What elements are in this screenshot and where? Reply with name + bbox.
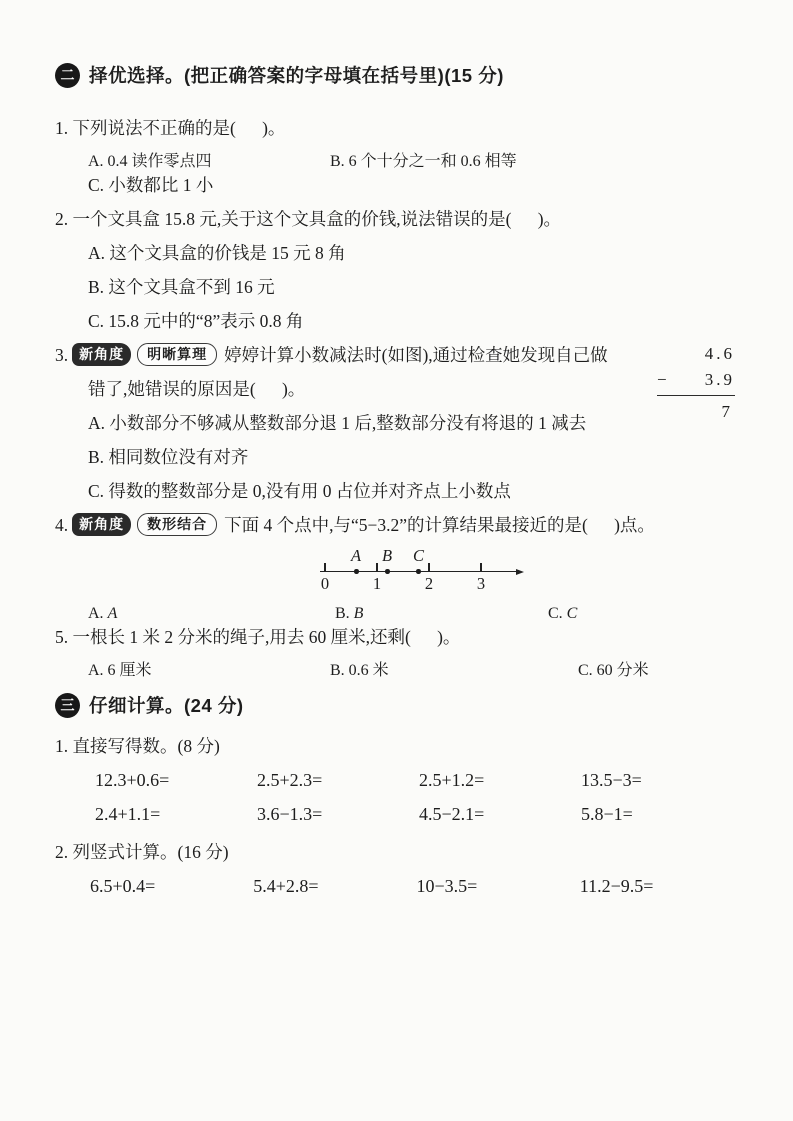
calc-1-title: 1. 直接写得数。(8 分): [55, 736, 220, 756]
question-3-line-1: [55, 341, 675, 369]
question-3-option-b: B. 相同数位没有对齐: [88, 447, 249, 467]
point-b-dot: [385, 569, 390, 574]
question-4-number: 4.: [55, 515, 69, 535]
question-1-option-b: B. 6 个十分之一和 0.6 相等: [330, 153, 517, 170]
question-3: [55, 341, 743, 421]
point-c-dot: [416, 569, 421, 574]
question-1-option-c: C. 小数都比 1 小: [88, 175, 214, 195]
question-3-number: 3.: [55, 345, 69, 365]
point-a-label: A: [351, 546, 362, 565]
number-line-tick-0: [324, 563, 326, 572]
number-line-label-2: 2: [424, 574, 434, 593]
expression: 2.5+2.3=: [257, 770, 323, 790]
number-line-label-3: 3: [476, 574, 486, 593]
badge-number-shape: 数形结合: [137, 513, 217, 536]
expression: 13.5−3=: [581, 770, 642, 790]
question-1-options-row-1: [88, 148, 743, 171]
expression: 10−3.5=: [416, 876, 478, 896]
calc-1-row-1: [95, 766, 743, 794]
vertical-subtraction-subtrahend: 3.9: [704, 370, 735, 389]
question-4-options-row: [88, 605, 743, 623]
question-4-option-a: A. A: [88, 605, 118, 622]
question-1-option-a: A. 0.4 读作零点四: [88, 153, 212, 170]
question-3-option-c: C. 得数的整数部分是 0,没有用 0 占位并对齐点上小数点: [88, 481, 511, 501]
question-2-text: 2. 一个文具盒 15.8 元,关于这个文具盒的价钱,说法错误的是( )。: [55, 209, 562, 229]
section-three-circle-icon: 三: [55, 693, 80, 718]
number-line-label-0: 0: [320, 574, 330, 593]
calc-2-row: [90, 872, 743, 900]
vertical-subtraction-subtrahend-row: [657, 367, 735, 396]
number-line-arrow-icon: [516, 569, 524, 575]
expression: 5.8−1=: [581, 804, 633, 824]
question-5-text: 5. 一根长 1 米 2 分米的绳子,用去 60 厘米,还剩( )。: [55, 627, 461, 647]
question-4-text: 下面 4 个点中,与“5−3.2”的计算结果最接近的是( )点。: [224, 515, 655, 535]
number-line-figure: [320, 545, 532, 597]
expression: 2.4+1.1=: [95, 804, 161, 824]
section-two-circle-icon: 二: [55, 63, 80, 88]
point-c-label: C: [413, 546, 425, 565]
expression: 5.4+2.8=: [253, 876, 319, 896]
number-line-label-1: 1: [372, 574, 382, 593]
question-5-options-row: [88, 657, 743, 680]
question-2-option-b: B. 这个文具盒不到 16 元: [88, 277, 275, 297]
expression: 6.5+0.4=: [90, 876, 156, 896]
number-line-tick-3: [480, 563, 482, 572]
minus-sign: −: [657, 370, 670, 389]
number-line-tick-1: [376, 563, 378, 572]
question-1-text: 1. 下列说法不正确的是( )。: [55, 118, 286, 138]
section-three-header: [55, 692, 743, 718]
question-3-text-part2: 错了,她错误的原因是( )。: [88, 379, 306, 399]
section-three-title: 仔细计算。(24 分): [89, 695, 244, 716]
section-two-header: [55, 62, 743, 88]
vertical-subtraction-figure: [657, 341, 735, 425]
expression: 2.5+1.2=: [419, 770, 485, 790]
calc-1-row-2: [95, 800, 743, 828]
section-two-title: 择优选择。(把正确答案的字母填在括号里)(15 分): [89, 65, 504, 86]
number-line-tick-2: [428, 563, 430, 572]
expression: 11.2−9.5=: [579, 876, 654, 896]
question-5-option-a: A. 6 厘米: [88, 662, 152, 679]
expression: 4.5−2.1=: [419, 804, 485, 824]
point-b-label: B: [382, 546, 393, 565]
expression: 12.3+0.6=: [95, 770, 170, 790]
question-3-text-part1: 婷婷计算小数减法时(如图),通过检查她发现自己做: [224, 345, 608, 365]
badge-clear-reasoning: 明晰算理: [137, 343, 217, 366]
question-4-line: [55, 511, 743, 539]
question-3-option-a: A. 小数部分不够减从整数部分退 1 后,整数部分没有将退的 1 减去: [88, 413, 587, 433]
point-a-dot: [354, 569, 359, 574]
question-2-option-c: C. 15.8 元中的“8”表示 0.8 角: [88, 311, 304, 331]
badge-new-angle-2: 新角度: [72, 513, 131, 536]
question-2-option-a: A. 这个文具盒的价钱是 15 元 8 角: [88, 243, 346, 263]
question-4-option-b: B. B: [335, 605, 364, 622]
calc-2-title: 2. 列竖式计算。(16 分): [55, 842, 229, 862]
badge-new-angle: 新角度: [72, 343, 131, 366]
expression: 3.6−1.3=: [257, 804, 323, 824]
vertical-subtraction-result: 7: [721, 402, 733, 421]
vertical-subtraction-minuend: 4.6: [704, 344, 735, 363]
question-5-option-c: C. 60 分米: [578, 662, 649, 679]
question-5-option-b: B. 0.6 米: [330, 662, 389, 679]
question-4-option-c: C. C: [548, 605, 578, 622]
